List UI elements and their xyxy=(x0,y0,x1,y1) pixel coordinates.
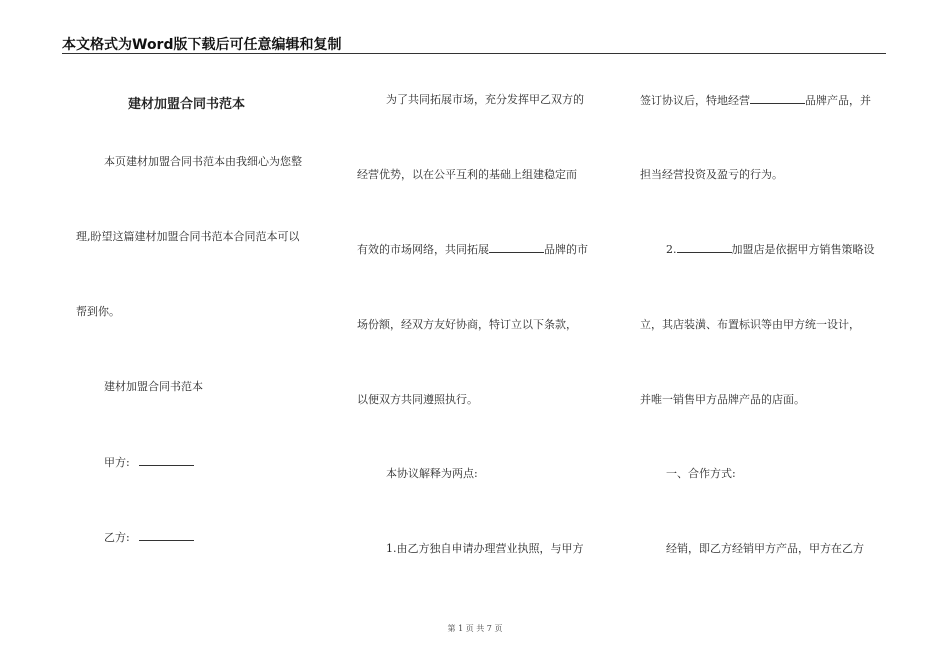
header-divider xyxy=(62,53,886,54)
col2-line-5: 以便双方共同遵照执行。 xyxy=(357,393,478,406)
intro-line-2: 理,盼望这篇建材加盟合同书范本合同范本可以 xyxy=(76,230,300,243)
document-title: 建材加盟合同书范本 xyxy=(128,97,246,112)
col2-line-6: 本协议解释为两点: xyxy=(386,467,478,480)
col3-line-3 xyxy=(666,242,875,257)
intro-line-3: 帮到你。 xyxy=(76,305,120,318)
col2-line-7: 1.由乙方独自申请办理营业执照，与甲方 xyxy=(386,542,584,555)
brand-blank-2 xyxy=(750,93,805,104)
col2-line-3-end: 品牌的市 xyxy=(544,243,588,256)
col2-line-3-start: 有效的市场网络，共同拓展 xyxy=(357,243,489,256)
party-b-label: 乙方: xyxy=(104,531,130,544)
party-b-blank xyxy=(139,530,194,541)
col3-line-6: 一、合作方式: xyxy=(666,467,736,480)
col2-line-4: 场份额，经双方友好协商，特订立以下条款， xyxy=(357,318,577,331)
col3-line-7: 经销，即乙方经销甲方产品，甲方在乙方 xyxy=(666,542,864,555)
col3-line-1 xyxy=(640,93,871,108)
col3-line-4: 立，其店装潢、布置标识等由甲方统一设计， xyxy=(640,318,860,331)
col2-line-1: 为了共同拓展市场，充分发挥甲乙双方的 xyxy=(386,93,584,106)
store-blank xyxy=(677,242,732,253)
col3-line-3-end: 加盟店是依据甲方销售策略设 xyxy=(731,243,875,256)
intro-line-1: 本页建材加盟合同书范本由我细心为您整 xyxy=(104,155,302,168)
page-number: 第 1 页 共 7 页 xyxy=(447,624,503,633)
col3-line-2: 担当经营投资及盈亏的行为。 xyxy=(640,168,783,181)
header-title: 本文格式为Word版下载后可任意编辑和复制 xyxy=(62,37,342,53)
subtitle: 建材加盟合同书范本 xyxy=(104,380,203,393)
col2-line-2: 经营优势，以在公平互利的基础上组建稳定而 xyxy=(357,168,577,181)
party-a-label: 甲方: xyxy=(104,456,130,469)
party-a-blank xyxy=(139,455,194,466)
party-a-line xyxy=(104,455,194,470)
col3-line-1-end: 品牌产品，并 xyxy=(805,94,871,107)
brand-blank-1 xyxy=(489,242,544,253)
col3-line-5: 并唯一销售甲方品牌产品的店面。 xyxy=(640,393,805,406)
party-b-line xyxy=(104,530,194,545)
col3-line-3-start: 2. xyxy=(666,243,677,256)
col3-line-1-start: 签订协议后，特地经营 xyxy=(640,94,750,107)
col2-line-3 xyxy=(357,242,588,257)
